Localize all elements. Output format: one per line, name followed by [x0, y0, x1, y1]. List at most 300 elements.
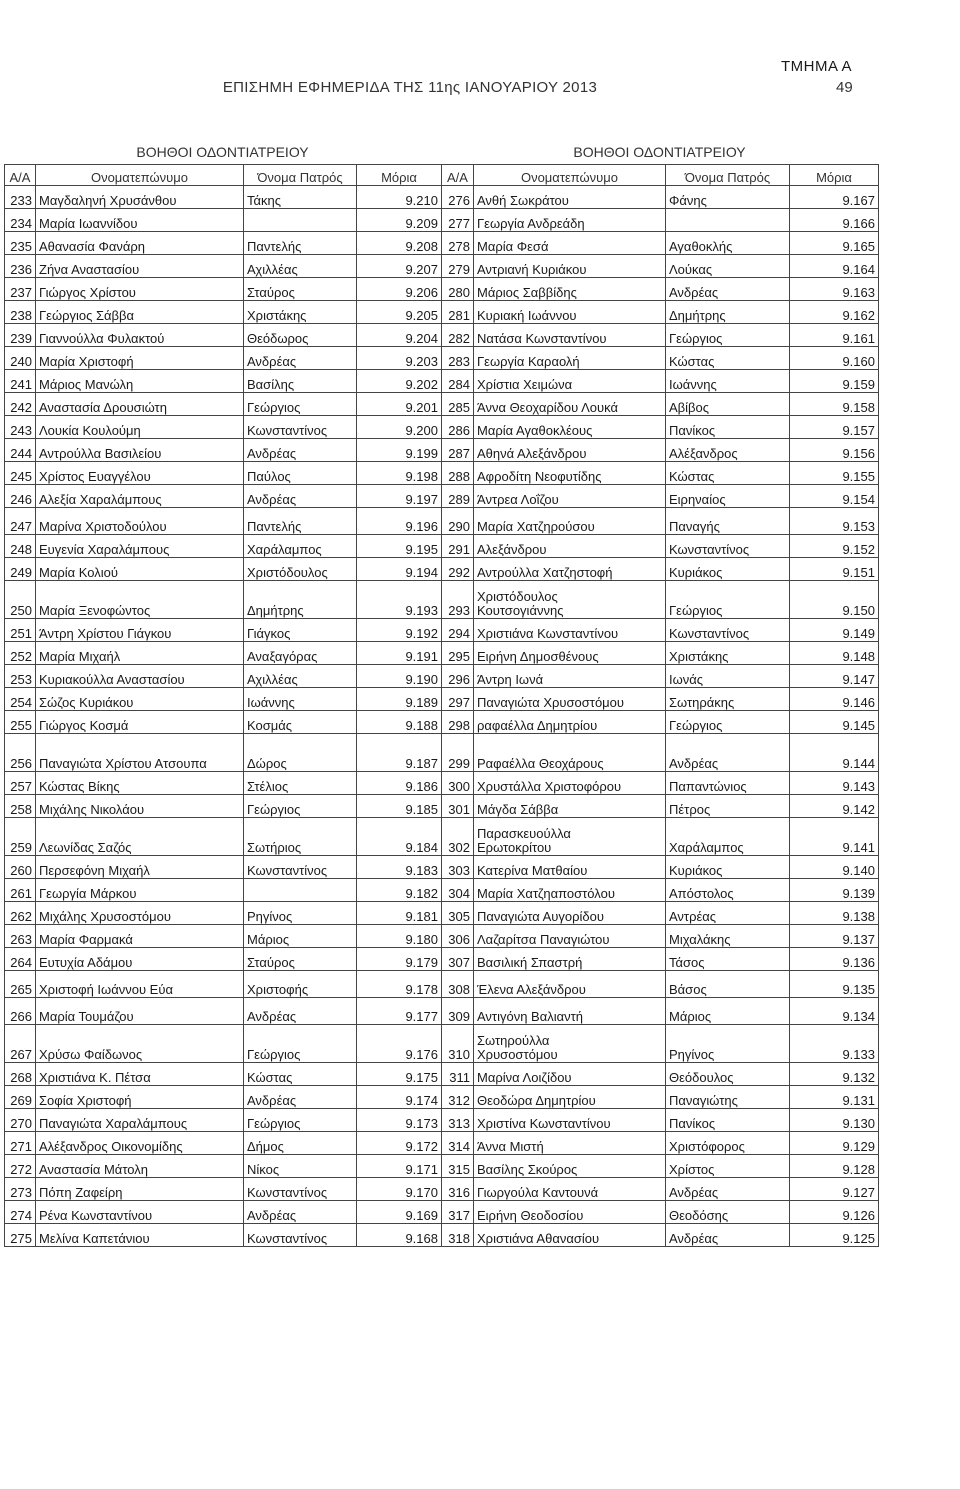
- row-points: 9.159: [790, 370, 879, 393]
- row-number: 245: [5, 462, 36, 485]
- row-points: 9.196: [357, 508, 442, 535]
- row-points: 9.181: [357, 902, 442, 925]
- row-fullname: Άννα Θεοχαρίδου Λουκά: [474, 393, 666, 416]
- row-number: 264: [5, 948, 36, 971]
- left-table-body: [5, 186, 442, 1247]
- table-row: [442, 711, 879, 734]
- table-row: [442, 370, 879, 393]
- row-fullname: Χρίστος Ευαγγέλου: [36, 462, 244, 485]
- row-number: 309: [442, 998, 474, 1025]
- row-points: 9.141: [790, 818, 879, 856]
- row-points: 9.194: [357, 558, 442, 581]
- row-fullname: Μαγδαληνή Χρυσάνθου: [36, 186, 244, 209]
- row-father-name: Παντελής: [244, 508, 357, 535]
- row-points: 9.200: [357, 416, 442, 439]
- row-number: 246: [5, 485, 36, 508]
- row-father-name: Νίκος: [244, 1155, 357, 1178]
- row-points: 9.199: [357, 439, 442, 462]
- table-row: [5, 1201, 442, 1224]
- row-points: 9.162: [790, 301, 879, 324]
- row-father-name: Θεόδουλος: [666, 1063, 790, 1086]
- row-points: 9.152: [790, 535, 879, 558]
- row-fullname: Μαρία Φαρμακά: [36, 925, 244, 948]
- table-row: [5, 772, 442, 795]
- table-row: [5, 642, 442, 665]
- table-row: [5, 347, 442, 370]
- row-points: 9.184: [357, 818, 442, 856]
- row-points: 9.210: [357, 186, 442, 209]
- table-row: [5, 971, 442, 998]
- row-number: 312: [442, 1086, 474, 1109]
- row-number: 244: [5, 439, 36, 462]
- row-points: 9.150: [790, 581, 879, 619]
- row-fullname: Άντρη Ιωνά: [474, 665, 666, 688]
- table-row: [442, 255, 879, 278]
- row-father-name: Σταύρος: [244, 278, 357, 301]
- row-father-name: Μιχαλάκης: [666, 925, 790, 948]
- row-fullname: Λεωνίδας Σαζός: [36, 818, 244, 856]
- row-number: 257: [5, 772, 36, 795]
- row-father-name: Αχιλλέας: [244, 665, 357, 688]
- table-row: [442, 971, 879, 998]
- row-number: 299: [442, 734, 474, 772]
- table-row: [5, 1063, 442, 1086]
- row-number: 307: [442, 948, 474, 971]
- row-fullname: Γιώργος Κοσμά: [36, 711, 244, 734]
- table-row: [442, 508, 879, 535]
- row-number: 243: [5, 416, 36, 439]
- row-number: 308: [442, 971, 474, 998]
- table-row: [442, 1155, 879, 1178]
- row-father-name: Μάριος: [244, 925, 357, 948]
- row-fullname: Μαρία Κολιού: [36, 558, 244, 581]
- row-fullname: Λουκία Κουλούμη: [36, 416, 244, 439]
- row-number: 255: [5, 711, 36, 734]
- row-fullname: Παναγιώτα Χαραλάμπους: [36, 1109, 244, 1132]
- row-number: 314: [442, 1132, 474, 1155]
- table-row: [442, 209, 879, 232]
- row-points: 9.173: [357, 1109, 442, 1132]
- row-number: 289: [442, 485, 474, 508]
- row-father-name: Κωνσταντίνος: [244, 856, 357, 879]
- row-fullname: Αντρούλλα Χατζηστοφή: [474, 558, 666, 581]
- page-number: 49: [836, 79, 853, 96]
- row-points: 9.134: [790, 998, 879, 1025]
- row-number: 318: [442, 1224, 474, 1247]
- row-points: 9.126: [790, 1201, 879, 1224]
- row-number: 285: [442, 393, 474, 416]
- row-number: 288: [442, 462, 474, 485]
- row-father-name: Κωνσταντίνος: [244, 1224, 357, 1247]
- row-father-name: Βασίλης: [244, 370, 357, 393]
- row-number: 303: [442, 856, 474, 879]
- table-row: [5, 462, 442, 485]
- row-number: 262: [5, 902, 36, 925]
- row-fullname: Μαρία Φεσά: [474, 232, 666, 255]
- table-row: [5, 1025, 442, 1063]
- row-points: 9.131: [790, 1086, 879, 1109]
- table-row: [5, 558, 442, 581]
- row-fullname: Αθανασία Φανάρη: [36, 232, 244, 255]
- row-points: 9.170: [357, 1178, 442, 1201]
- row-number: 247: [5, 508, 36, 535]
- row-father-name: Αβίβος: [666, 393, 790, 416]
- table-row: [5, 232, 442, 255]
- row-father-name: Δημήτρης: [244, 581, 357, 619]
- row-father-name: Χριστοφής: [244, 971, 357, 998]
- row-fullname: Χριστιάνα Κωνσταντίνου: [474, 619, 666, 642]
- row-points: 9.155: [790, 462, 879, 485]
- table-row: [442, 1132, 879, 1155]
- table-row: [442, 581, 879, 619]
- row-father-name: Πέτρος: [666, 795, 790, 818]
- row-number: 279: [442, 255, 474, 278]
- row-fullname: Άντρεα Λοΐζου: [474, 485, 666, 508]
- table-row: [442, 1178, 879, 1201]
- row-points: 9.195: [357, 535, 442, 558]
- row-number: 239: [5, 324, 36, 347]
- row-number: 284: [442, 370, 474, 393]
- row-fullname: Μαρία Αγαθοκλέους: [474, 416, 666, 439]
- row-fullname: Μαρία Χατζηρούσου: [474, 508, 666, 535]
- row-father-name: Σταύρος: [244, 948, 357, 971]
- table-row: [442, 856, 879, 879]
- row-number: 287: [442, 439, 474, 462]
- row-number: 269: [5, 1086, 36, 1109]
- row-number: 283: [442, 347, 474, 370]
- row-number: 272: [5, 1155, 36, 1178]
- row-fullname: Αφροδίτη Νεοφυτίδης: [474, 462, 666, 485]
- row-points: 9.160: [790, 347, 879, 370]
- row-points: 9.182: [357, 879, 442, 902]
- row-fullname: Παναγιώτα Χρίστου Ατσουπα: [36, 734, 244, 772]
- table-row: [5, 186, 442, 209]
- row-points: 9.206: [357, 278, 442, 301]
- row-fullname: Μαρία Χατζηαποστόλου: [474, 879, 666, 902]
- row-number: 316: [442, 1178, 474, 1201]
- row-father-name: Κώστας: [244, 1063, 357, 1086]
- row-number: 236: [5, 255, 36, 278]
- header-fullname: Ονοματεπώνυμο: [36, 165, 244, 186]
- row-father-name: Ειρηναίος: [666, 485, 790, 508]
- row-points: 9.192: [357, 619, 442, 642]
- header-father-name: Όνομα Πατρός: [666, 165, 790, 186]
- row-number: 286: [442, 416, 474, 439]
- table-row: [5, 370, 442, 393]
- table-row: [442, 948, 879, 971]
- row-points: 9.149: [790, 619, 879, 642]
- row-points: 9.147: [790, 665, 879, 688]
- row-fullname: ραφαέλλα Δημητρίου: [474, 711, 666, 734]
- row-father-name: Λούκας: [666, 255, 790, 278]
- row-number: 234: [5, 209, 36, 232]
- row-father-name: Δήμος: [244, 1132, 357, 1155]
- table-row: [5, 301, 442, 324]
- row-father-name: Παπαντώνιος: [666, 772, 790, 795]
- row-points: 9.174: [357, 1086, 442, 1109]
- table-row: [5, 711, 442, 734]
- row-fullname: Χριστίνα Κωνσταντίνου: [474, 1109, 666, 1132]
- row-points: 9.189: [357, 688, 442, 711]
- row-points: 9.205: [357, 301, 442, 324]
- row-fullname: Θεοδώρα Δημητρίου: [474, 1086, 666, 1109]
- row-fullname: Αθηνά Αλεξάνδρου: [474, 439, 666, 462]
- row-fullname: Βασίλης Σκούρος: [474, 1155, 666, 1178]
- table-row: [5, 688, 442, 711]
- row-father-name: Τάκης: [244, 186, 357, 209]
- row-fullname: Αναστασία Δρουσιώτη: [36, 393, 244, 416]
- table-row: [5, 581, 442, 619]
- row-points: 9.186: [357, 772, 442, 795]
- row-number: 296: [442, 665, 474, 688]
- row-father-name: Στέλιος: [244, 772, 357, 795]
- row-fullname: Αλεξάνδρου: [474, 535, 666, 558]
- row-father-name: Ρηγίνος: [666, 1025, 790, 1063]
- row-fullname: Κυριακή Ιωάννου: [474, 301, 666, 324]
- table-row: [5, 818, 442, 856]
- table-row: [5, 255, 442, 278]
- row-number: 298: [442, 711, 474, 734]
- row-fullname: Χρίστια Χειμώνα: [474, 370, 666, 393]
- row-points: 9.137: [790, 925, 879, 948]
- row-father-name: Ανδρέας: [244, 485, 357, 508]
- table-row: [442, 902, 879, 925]
- row-father-name: Γιάγκος: [244, 619, 357, 642]
- table-row: [5, 508, 442, 535]
- row-fullname: Γιαννούλλα Φυλακτού: [36, 324, 244, 347]
- table-row: [442, 665, 879, 688]
- table-row: [5, 1155, 442, 1178]
- table-header-row: [442, 165, 879, 186]
- row-father-name: Χρίστος: [666, 1155, 790, 1178]
- row-father-name: Ιωάννης: [244, 688, 357, 711]
- table-row: [442, 485, 879, 508]
- row-father-name: Ανδρέας: [244, 998, 357, 1025]
- row-number: 278: [442, 232, 474, 255]
- row-fullname: Χριστοφή Ιωάννου Εύα: [36, 971, 244, 998]
- row-points: 9.166: [790, 209, 879, 232]
- row-points: 9.204: [357, 324, 442, 347]
- table-row: [442, 301, 879, 324]
- row-father-name: Παύλος: [244, 462, 357, 485]
- table-row: [442, 186, 879, 209]
- row-fullname: Περσεφόνη Μιχαήλ: [36, 856, 244, 879]
- gazette-title: ΕΠΙΣΗΜΗ ΕΦΗΜΕΡΙΔΑ ΤΗΣ 11ης ΙΑΝΟΥΑΡΙΟΥ 2013: [222, 79, 598, 96]
- row-number: 301: [442, 795, 474, 818]
- row-fullname: Αντριανή Κυριάκου: [474, 255, 666, 278]
- row-points: 9.151: [790, 558, 879, 581]
- table-row: [442, 688, 879, 711]
- row-fullname: Μιχάλης Χρυσοστόμου: [36, 902, 244, 925]
- row-number: 263: [5, 925, 36, 948]
- row-points: 9.138: [790, 902, 879, 925]
- row-fullname: Παρασκευούλλα Ερωτοκρίτου: [474, 818, 666, 856]
- row-points: 9.167: [790, 186, 879, 209]
- table-row: [5, 619, 442, 642]
- row-points: 9.164: [790, 255, 879, 278]
- row-number: 242: [5, 393, 36, 416]
- row-father-name: Τάσος: [666, 948, 790, 971]
- table-row: [5, 278, 442, 301]
- table-row: [442, 998, 879, 1025]
- row-fullname: Γεωργία Ανδρεάδη: [474, 209, 666, 232]
- table-row: [442, 393, 879, 416]
- row-fullname: Αναστασία Μάτολη: [36, 1155, 244, 1178]
- row-father-name: Αχιλλέας: [244, 255, 357, 278]
- table-row: [5, 879, 442, 902]
- row-fullname: Ρένα Κωνσταντίνου: [36, 1201, 244, 1224]
- row-fullname: Ευγενία Χαραλάμπους: [36, 535, 244, 558]
- table-row: [5, 485, 442, 508]
- row-fullname: Γεωργία Μάρκου: [36, 879, 244, 902]
- row-number: 304: [442, 879, 474, 902]
- row-points: 9.208: [357, 232, 442, 255]
- row-points: 9.198: [357, 462, 442, 485]
- row-number: 275: [5, 1224, 36, 1247]
- table-row: [5, 1224, 442, 1247]
- row-points: 9.156: [790, 439, 879, 462]
- right-column-title: ΒΟΗΘΟΙ ΟΔΟΝΤΙΑΤΡΕΙΟΥ: [573, 144, 746, 160]
- row-points: 9.133: [790, 1025, 879, 1063]
- row-father-name: Κώστας: [666, 462, 790, 485]
- row-number: 292: [442, 558, 474, 581]
- row-number: 260: [5, 856, 36, 879]
- row-number: 315: [442, 1155, 474, 1178]
- row-number: 273: [5, 1178, 36, 1201]
- table-row: [442, 795, 879, 818]
- table-row: [5, 535, 442, 558]
- row-father-name: Βάσος: [666, 971, 790, 998]
- row-fullname: Μαρίνα Λοιζίδου: [474, 1063, 666, 1086]
- row-father-name: Σωτηράκης: [666, 688, 790, 711]
- row-number: 317: [442, 1201, 474, 1224]
- row-fullname: Πόπη Ζαφείρη: [36, 1178, 244, 1201]
- row-points: 9.127: [790, 1178, 879, 1201]
- row-number: 300: [442, 772, 474, 795]
- row-father-name: Χριστόφορος: [666, 1132, 790, 1155]
- row-points: 9.175: [357, 1063, 442, 1086]
- row-number: 235: [5, 232, 36, 255]
- table-row: [5, 1086, 442, 1109]
- row-father-name: Δώρος: [244, 734, 357, 772]
- row-father-name: Χριστόδουλος: [244, 558, 357, 581]
- table-row: [5, 1109, 442, 1132]
- row-number: 311: [442, 1063, 474, 1086]
- row-number: 233: [5, 186, 36, 209]
- row-number: 294: [442, 619, 474, 642]
- row-fullname: Μάριος Σαββίδης: [474, 278, 666, 301]
- row-father-name: Απόστολος: [666, 879, 790, 902]
- row-points: 9.197: [357, 485, 442, 508]
- row-father-name: Γεώργιος: [666, 711, 790, 734]
- row-points: 9.169: [357, 1201, 442, 1224]
- row-number: 281: [442, 301, 474, 324]
- row-number: 291: [442, 535, 474, 558]
- row-number: 305: [442, 902, 474, 925]
- row-father-name: [244, 209, 357, 232]
- row-father-name: Σωτήριος: [244, 818, 357, 856]
- row-points: 9.139: [790, 879, 879, 902]
- header-fullname: Ονοματεπώνυμο: [474, 165, 666, 186]
- table-row: [5, 665, 442, 688]
- row-points: 9.179: [357, 948, 442, 971]
- row-father-name: Κυριάκος: [666, 558, 790, 581]
- table-header-row: [5, 165, 442, 186]
- header-aa: Α/Α: [442, 165, 474, 186]
- table-row: [5, 439, 442, 462]
- row-fullname: Ευτυχία Αδάμου: [36, 948, 244, 971]
- row-points: 9.145: [790, 711, 879, 734]
- row-points: 9.168: [357, 1224, 442, 1247]
- row-points: 9.178: [357, 971, 442, 998]
- row-fullname: Ειρήνη Δημοσθένους: [474, 642, 666, 665]
- row-points: 9.171: [357, 1155, 442, 1178]
- left-column-title: ΒΟΗΘΟΙ ΟΔΟΝΤΙΑΤΡΕΙΟΥ: [136, 144, 309, 160]
- table-row: [442, 734, 879, 772]
- row-number: 252: [5, 642, 36, 665]
- right-table-body: [442, 186, 879, 1247]
- row-number: 267: [5, 1025, 36, 1063]
- row-father-name: Ανδρέας: [244, 1086, 357, 1109]
- row-father-name: Χριστάκης: [666, 642, 790, 665]
- table-row: [442, 535, 879, 558]
- table-row: [5, 209, 442, 232]
- row-fullname: Παναγιώτα Χρυσοστόμου: [474, 688, 666, 711]
- row-points: 9.207: [357, 255, 442, 278]
- row-points: 9.154: [790, 485, 879, 508]
- row-father-name: Γεώργιος: [666, 324, 790, 347]
- table-row: [5, 902, 442, 925]
- row-father-name: Ανδρέας: [244, 1201, 357, 1224]
- row-father-name: [666, 209, 790, 232]
- row-father-name: Αναξαγόρας: [244, 642, 357, 665]
- table-row: [5, 324, 442, 347]
- row-fullname: Μάγδα Σάββα: [474, 795, 666, 818]
- row-number: 268: [5, 1063, 36, 1086]
- row-number: 258: [5, 795, 36, 818]
- row-points: 9.146: [790, 688, 879, 711]
- row-fullname: Ζήνα Αναστασίου: [36, 255, 244, 278]
- table-row: [5, 948, 442, 971]
- row-father-name: Κωνσταντίνος: [666, 619, 790, 642]
- row-number: 250: [5, 581, 36, 619]
- row-points: 9.136: [790, 948, 879, 971]
- row-fullname: Άντρη Χρίστου Γιάγκου: [36, 619, 244, 642]
- row-fullname: Χριστιάνα Αθανασίου: [474, 1224, 666, 1247]
- row-number: 306: [442, 925, 474, 948]
- row-points: 9.157: [790, 416, 879, 439]
- row-fullname: Ανθή Σωκράτου: [474, 186, 666, 209]
- row-father-name: Δημήτρης: [666, 301, 790, 324]
- row-father-name: Κωνσταντίνος: [666, 535, 790, 558]
- header-points: Μόρια: [790, 165, 879, 186]
- row-number: 280: [442, 278, 474, 301]
- row-fullname: Χρύσω Φαίδωνος: [36, 1025, 244, 1063]
- row-number: 274: [5, 1201, 36, 1224]
- row-number: 295: [442, 642, 474, 665]
- row-father-name: Κυριάκος: [666, 856, 790, 879]
- row-points: 9.132: [790, 1063, 879, 1086]
- row-points: 9.163: [790, 278, 879, 301]
- header-aa: Α/Α: [5, 165, 36, 186]
- row-points: 9.201: [357, 393, 442, 416]
- header-father-name: Όνομα Πατρός: [244, 165, 357, 186]
- row-points: 9.203: [357, 347, 442, 370]
- row-father-name: Ιωνάς: [666, 665, 790, 688]
- row-points: 9.202: [357, 370, 442, 393]
- row-fullname: Αλέξανδρος Οικονομίδης: [36, 1132, 244, 1155]
- row-points: 9.187: [357, 734, 442, 772]
